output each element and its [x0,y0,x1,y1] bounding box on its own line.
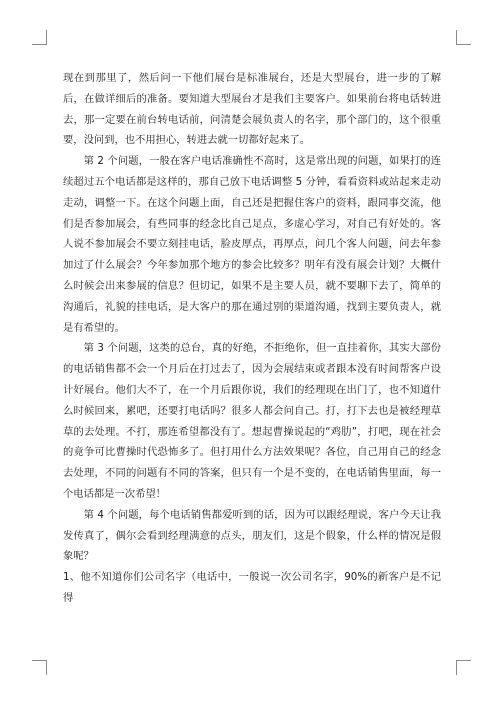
paragraph-continued: 现在到那里了，然后问一下他们展台是标准展台，还是大型展台，进一步的了解后，在做详细后的准备。要知道大型展台才是我们主要客户。如果前台将电话转进去，那一定要在前台转电话前，问清楚会展负责人的名字，那个部门的，这个很重要，没问到，也不用担心，转进去就一切都好起来了。 [63,72,441,147]
corner-mark-top-left [32,30,47,45]
corner-mark-top-right [456,30,471,45]
corner-mark-bottom-left [32,660,47,675]
paragraph-question-2: 第 2 个问题，一般在客户电话准确性不高时，这是常出现的问题，如果打的连续超过五个电话都是这样的，那自己放下电话调整 5 分钟，看看资料或站起来走动走动，调整一下。在这个问题上面，自己还是把握住客户的资料，跟同事交流，他们是否参加展会，有些同事的经念比自己足点，多虚心学习，对自己有好处的。客人说不参加展会不要立刻挂电话，脸皮厚点，再厚点，问几个客人问题，问去年参加过了什么展会？今年参加那个地方的参会比较多？明年有没有展会计划？大概什么时候会出来参展的信息？但切记，如果不是主要人员，就不要聊下去了，简单的沟通后，礼貌的挂电话，是大客户的那在通过别的渠道沟通，找到主要负责人，就是有希望的。 [63,155,441,334]
list-item-1: 1、他不知道你们公司名字（电话中，一般说一次公司名字，90%的新客户是不记得 [63,571,441,604]
paragraph-question-3: 第 3 个问题，这类的总台，真的好绝，不拒绝你，但一直挂着你，其实大部份的电话销售都不会一个月后在打过去了，因为会展结束或者跟本没有时间帮客户设计好展台。他们大不了，在一个月后跟你说，我们的经理现在出门了，也不知道什么时候回来，累吧，还要打电话吗？很多人都会问自己。打，打下去也是被经理草草的去处理。不打，那连希望都没有了。想起曹操说起的“鸡肋”，打吧，现在社会的竟争可比曹操时代恐怖多了。但打用什么方法效果呢？各位，自己用自己的经念去处理，不同的问题有不同的答案，但只有一个是不变的，在电话销售里面，每一个电话都是一次希望！ [63,342,441,500]
document-body [63,68,441,609]
paragraph-question-4: 第 4 个问题，每个电话销售都爱听到的话，因为可以跟经理说，客户今天让我发传真了，偶尔会看到经理满意的点头，朋友们，这是个假象，什么样的情况是假象呢？ [63,508,441,563]
corner-mark-bottom-right [456,660,471,675]
